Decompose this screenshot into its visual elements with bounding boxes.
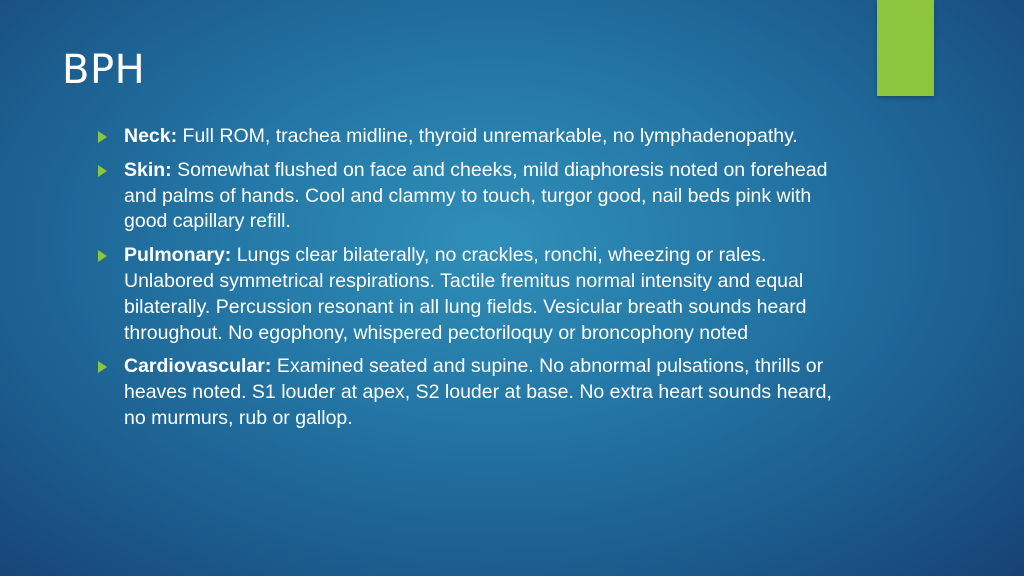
item-text: Somewhat flushed on face and cheeks, mild diaphoresis noted on forehead and palms of hands. Cool and clammy to touch, turgor good, nail beds pink with good capillary refill.	[124, 158, 828, 233]
list-item-neck	[96, 124, 846, 150]
item-text: Full ROM, trachea midline, thyroid unremarkable, no lymphadenopathy.	[177, 125, 798, 147]
bullet-list	[96, 124, 846, 440]
item-label: Pulmonary:	[124, 244, 232, 267]
item-text: Examined seated and supine. No abnormal pulsations, thrills or heaves noted. S1 louder at apex, S2 louder at base. No extra heart sounds heard, no murmurs, rub or gallop.	[124, 355, 832, 429]
list-item-pulmonary	[96, 243, 846, 346]
item-label: Neck:	[124, 125, 178, 147]
accent-bar	[877, 0, 934, 96]
list-item-cardiovascular	[96, 354, 846, 431]
triangle-bullet-icon	[98, 131, 107, 143]
triangle-bullet-icon	[98, 361, 107, 373]
list-item-skin	[96, 158, 846, 235]
triangle-bullet-icon	[98, 165, 107, 177]
slide-title: BPH	[62, 47, 146, 93]
item-label: Cardiovascular:	[124, 355, 272, 378]
item-label: Skin:	[124, 158, 172, 181]
triangle-bullet-icon	[98, 250, 107, 262]
item-text: Lungs clear bilaterally, no crackles, ronchi, wheezing or rales. Unlabored symmetrical respirations. Tactile fremitus normal intensity and equal bilaterally. Percussion resonant in all lung fields. Vesicular breath sounds heard throughout. No egophony, whispered pectoriloquy or broncophony noted	[124, 244, 807, 344]
